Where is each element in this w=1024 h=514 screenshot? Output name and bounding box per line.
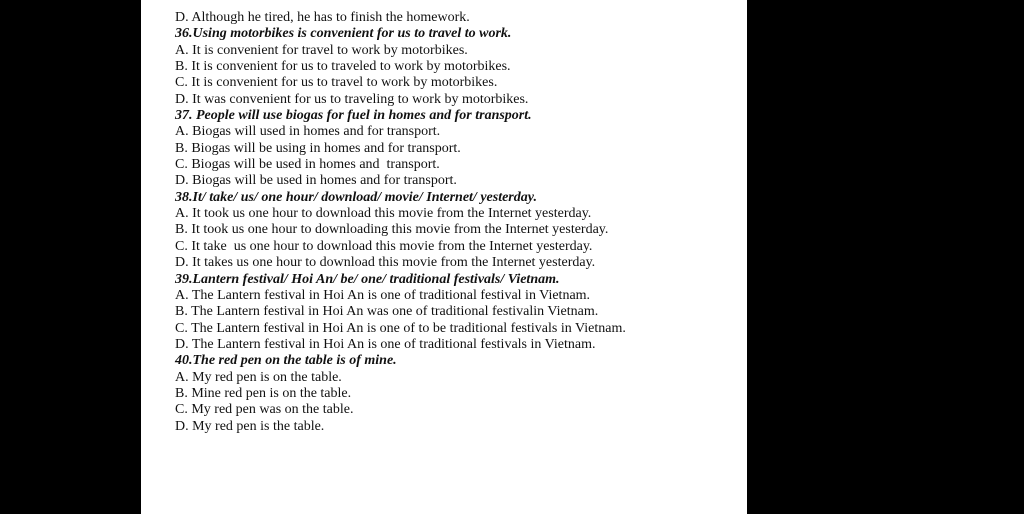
question-36: 36.Using motorbikes is convenient for us to travel to work. bbox=[175, 26, 512, 42]
option-38-a: A. It took us one hour to download this movie from the Internet yesterday. bbox=[175, 206, 592, 222]
option-40-b: B. Mine red pen is on the table. bbox=[175, 385, 352, 401]
question-39: 39.Lantern festival/ Hoi An/ be/ one/ traditional festivals/ Vietnam. bbox=[175, 271, 560, 287]
option-39-c: C. The Lantern festival in Hoi An is one of to be traditional festivals in Vietnam. bbox=[175, 320, 626, 336]
option-38-d: D. It takes us one hour to download this movie from the Internet yesterday. bbox=[175, 255, 596, 271]
option-40-d: D. My red pen is the table. bbox=[175, 418, 325, 434]
question-38: 38.It/ take/ us/ one hour/ download/ movie/ Internet/ yesterday. bbox=[175, 189, 537, 205]
option-39-b: B. The Lantern festival in Hoi An was one of traditional festivalin Vietnam. bbox=[175, 304, 599, 320]
option-36-d: D. It was convenient for us to traveling to work by motorbikes. bbox=[175, 91, 529, 107]
option-37-b: B. Biogas will be using in homes and for transport. bbox=[175, 140, 461, 156]
option-38-c: C. It take us one hour to download this movie from the Internet yesterday. bbox=[175, 238, 593, 254]
document-content bbox=[175, 10, 735, 435]
option-40-c: C. My red pen was on the table. bbox=[175, 402, 354, 418]
document-page bbox=[141, 0, 747, 514]
option-37-d: D. Biogas will be used in homes and for transport. bbox=[175, 173, 457, 189]
question-40: 40.The red pen on the table is of mine. bbox=[175, 353, 397, 369]
question-37: 37. People will use biogas for fuel in homes and for transport. bbox=[175, 108, 532, 124]
option-36-a: A. It is convenient for travel to work by motorbikes. bbox=[175, 42, 468, 58]
option-35-d: D. Although he tired, he has to finish the homework. bbox=[175, 10, 470, 25]
option-39-a: A. The Lantern festival in Hoi An is one of traditional festival in Vietnam. bbox=[175, 287, 591, 303]
option-36-b: B. It is convenient for us to traveled to work by motorbikes. bbox=[175, 59, 511, 75]
option-37-a: A. Biogas will used in homes and for transport. bbox=[175, 124, 441, 140]
option-38-b: B. It took us one hour to downloading this movie from the Internet yesterday. bbox=[175, 222, 609, 238]
option-40-a: A. My red pen is on the table. bbox=[175, 369, 342, 385]
option-36-c: C. It is convenient for us to travel to work by motorbikes. bbox=[175, 75, 498, 91]
option-39-d: D. The Lantern festival in Hoi An is one of traditional festivals in Vietnam. bbox=[175, 336, 596, 352]
option-37-c: C. Biogas will be used in homes and transport. bbox=[175, 157, 440, 173]
